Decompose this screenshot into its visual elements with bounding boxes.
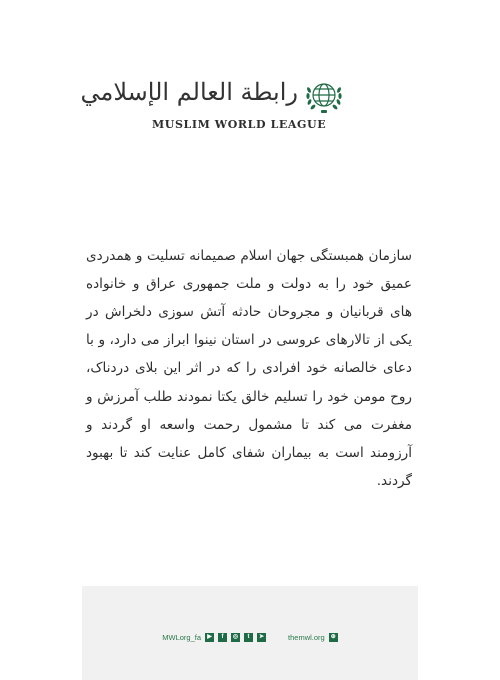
globe-wreath-icon bbox=[302, 74, 346, 118]
globe-icon[interactable]: ⊕ bbox=[330, 633, 336, 640]
youtube-icon[interactable]: ▶ bbox=[205, 633, 214, 642]
telegram-icon[interactable]: ➤ bbox=[259, 633, 265, 640]
footer-links bbox=[82, 630, 418, 644]
website-link[interactable]: themwl.org bbox=[288, 632, 325, 642]
logo-english-name: MUSLIM WORLD LEAGUE bbox=[152, 118, 327, 131]
condolence-statement: سازمان همبستگی جهان اسلام صمیمانه تسلیت و همدردی عمیق خود را به دولت و ملت جمهوری عراق و خانواده های قربانیان و مجروحان حادثه آتش سوزی دلخراش در یکی از تالارهای عروسی در استان نینوا ابراز می دارد، و با دعای خالصانه خود افرادی را که در اثر این بلای دردناک، روح مومن خود را تسلیم خالق یکتا نمودند طلب آمرزش و مغفرت می کند تا مشمول رحمت واسعه او گردند و آرزومند است به بیماران شفای کامل عنایت کند تا بهبود گردند. bbox=[86, 247, 412, 490]
footer bbox=[82, 586, 418, 680]
statement-card bbox=[82, 0, 418, 680]
instagram-icon[interactable]: ◎ bbox=[232, 633, 239, 640]
logo-arabic-name: رابطة العالم الإسلامي bbox=[80, 78, 298, 106]
twitter-icon[interactable]: t bbox=[244, 633, 253, 642]
muslim-world-league-logo bbox=[80, 72, 352, 134]
social-handle[interactable]: MWLorg_fa bbox=[162, 632, 202, 642]
facebook-icon[interactable]: f bbox=[218, 633, 227, 642]
